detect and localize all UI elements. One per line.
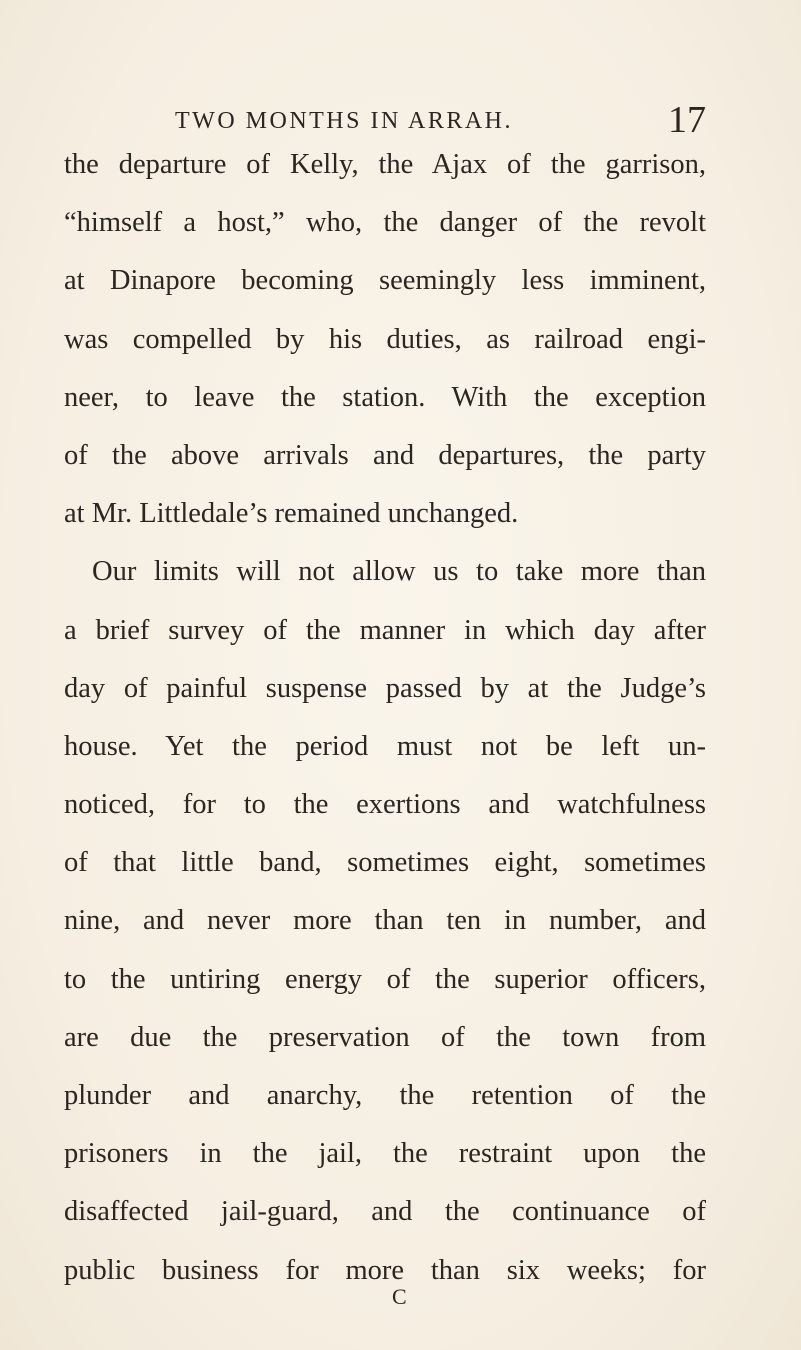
- text-line: the departure of Kelly, the Ajax of the garrison,: [64, 149, 706, 180]
- text-line: disaffected jail-guard, and the continuance of: [64, 1196, 706, 1228]
- text-line: was compelled by his duties, as railroad engi-: [64, 323, 706, 355]
- text-line: a brief survey of the manner in which day after: [64, 614, 706, 646]
- text-line: “himself a host,” who, the danger of the revolt: [64, 207, 706, 239]
- text-line: of the above arrivals and departures, the party: [64, 439, 706, 471]
- text-line: nine, and never more than ten in number, and: [64, 905, 706, 937]
- text-line: are due the preservation of the town from: [64, 1021, 706, 1053]
- text-line: prisoners in the jail, the restraint upon the: [64, 1138, 706, 1170]
- text-line: of that little band, sometimes eight, sometimes: [64, 847, 706, 879]
- text-line: to the untiring energy of the superior officers,: [64, 963, 706, 995]
- body-text: [64, 136, 706, 1300]
- text-line: at Dinapore becoming seemingly less imminent,: [64, 265, 706, 297]
- signature-mark: C: [392, 1284, 408, 1309]
- running-title: TWO MONTHS IN ARRAH.: [175, 108, 513, 134]
- text-line: neer, to leave the station. With the exception: [64, 381, 706, 413]
- text-line: at Mr. Littledale’s remained unchanged.: [64, 498, 519, 530]
- text-line: house. Yet the period must not be left un-: [64, 730, 706, 762]
- text-line: Our limits will not allow us to take more than: [92, 556, 706, 588]
- text-line: public business for more than six weeks; for: [64, 1254, 706, 1286]
- text-line: plunder and anarchy, the retention of the: [64, 1080, 706, 1111]
- page-number: 17: [668, 99, 706, 141]
- text-line: noticed, for to the exertions and watchfulness: [64, 789, 706, 821]
- text-line: day of painful suspense passed by at the Judge’s: [64, 672, 706, 704]
